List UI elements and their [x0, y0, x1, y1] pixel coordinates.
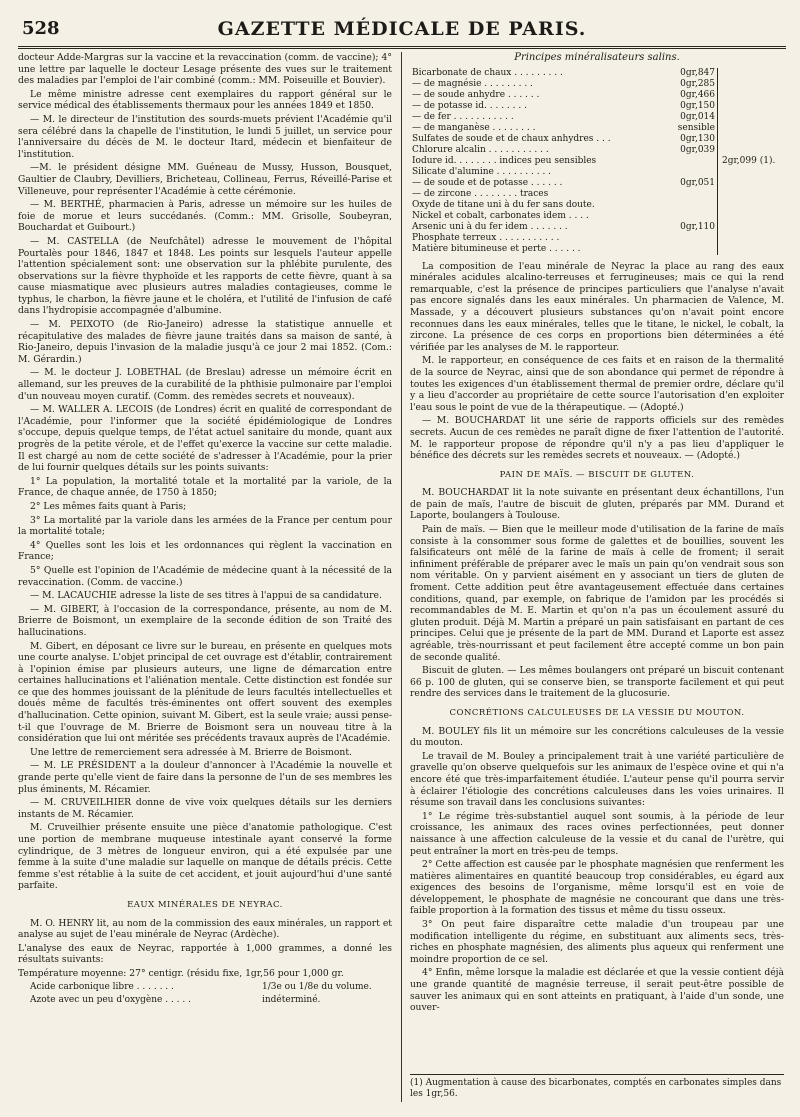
page-number: 528 — [22, 18, 60, 39]
row-value: 0gr,285 — [680, 78, 715, 89]
row-value: 0gr,014 — [680, 111, 715, 122]
paragraph: 4° Quelles sont les lois et les ordonnances qui règlent la vaccination en France; — [18, 539, 392, 563]
paragraph: M. O. HENRY lit, au nom de la commission des eaux minérales, un rapport et analyse au sujet de l'eau minérale de Neyrac (Ardèche). — [18, 917, 392, 941]
page-title: GAZETTE MÉDICALE DE PARIS. — [217, 18, 587, 40]
paragraph: Le travail de M. Bouley a principalement trait à une variété particulière de gravelle qu'on observe quelquefois sur les animaux de l'espèce ovine et qui n'a encore été que très-imparfaitement étudiée. L'auteur pense qu'il pourra servir à éclairer l'étiologie des concrétions calculeuses dans les voies urinaires. Il résume son travail dans les conclusions suivantes: — [410, 750, 784, 809]
row-label: — de manganèse . . . . . . . . — [412, 122, 536, 133]
paragraph: M. BOUCHARDAT lit la note suivante en présentant deux échantillons, l'un de pain de maïs, l'autre de biscuit de gluten, préparés par MM. Durand et Laporte, boulangers à Toulouse. — [410, 487, 784, 522]
row-label: Iodure id. . . . . . . . indices peu sensibles — [412, 155, 597, 166]
paragraph: — M. BERTHÉ, pharmacien à Paris, adresse un mémoire sur les huiles de foie de morue et leurs succédanés. (Comm.: MM. Grisolle, Soubeyran, Bouchardat et Guibourt.) — [18, 199, 392, 234]
row-value: 0gr,039 — [680, 144, 715, 155]
paragraph: M. Gibert, en déposant ce livre sur le bureau, en présente en quelques mots une courte analyse. L'objet principal de cet ouvrage est d'établir, contrairement à l'opinion émise par plusieurs auteurs, une ligne de démarcation entre certaines hallucinations et l'aliénation mentale. Cette distinction est fondée sur ce que des hommes jouissant de la plénitude de leurs facultés intellectuelles et doués même de facultés très-éminentes ont offert souvent des exemples d'hallucination. Cette opinion, suivant M. Gibert, est la seule vraie; aussi pense-t-il que l'ouvrage de M. Brierre de Boismont sera un nouveau titre à la considération que lui ont méritée ses précédents travaux auprès de l'Académie. — [18, 640, 392, 745]
row-value — [661, 156, 718, 167]
row-label: Chlorure alcalin . . . . . . . . . . . — [412, 144, 549, 155]
paragraph: 2° Cette affection est causée par le phosphate magnésien que renferment les matières alimentaires en quantité beaucoup trop considérables, eu égard aux exigences des besoins de l'organisme, même lorsqu'il est en voie de développement, le phosphate de magnésie ne concourant que dans une très-faible proportion à la formation des tissus et même du tissu osseux. — [410, 859, 784, 917]
row-label: — de fer . . . . . . . . . . . — [412, 111, 514, 122]
paragraph: — M. le docteur J. LOBETHAL (de Breslau) adresse un mémoire écrit en allemand, sur les preuves de la curabilité de la phthisie pulmonaire par l'emploi d'un nouveau moyen curatif. (Comm. des remèdes secrets et nouveaux). — [18, 367, 392, 402]
gas-label: Azote avec un peu d'oxygène . . . . . — [30, 994, 191, 1005]
table-row — [410, 68, 784, 79]
paragraph: 4° Enfin, même lorsque la maladie est déclarée et que la vessie contient déjà une grande quantité de magnésie terreuse, il serait peut-être possible de sauver les animaux qui en sont atteints en pratiquant, à l'aide d'un sonde, une ouver- — [410, 967, 784, 1014]
row-value: sensible — [677, 122, 715, 133]
row-value — [661, 233, 718, 244]
paragraph: M. le rapporteur, en conséquence de ces faits et en raison de la thermalité de la source de Neyrac, ainsi que de son abondance qui permet de répondre à toutes les exigences d'un établissement thermal de premier ordre, déclare qu'il y a lieu d'accorder au propriétaire de cette source l'autorisation d'en exploiter l'eau sous le point de vue de la thérapeutique. — (Adopté.) — [410, 355, 784, 413]
row-label: Arsenic uni à du fer idem . . . . . . . — [412, 221, 568, 232]
section-heading: EAUX MINÉRALES DE NEYRAC. — [127, 899, 283, 910]
paragraph: —M. le président désigne MM. Guéneau de Mussy, Husson, Bousquet, Gaultier de Claubry, Devilliers, Bricheteau, Collineau, Ferrus, Réveillé-Parise et Villeneuve, pour représenter l'Académie à cette cérémonie. — [18, 162, 392, 197]
gas-row — [30, 982, 392, 993]
row-label: — de magnésie . . . . . . . . . — [412, 78, 533, 89]
row-value — [661, 189, 718, 200]
row-label: Silicate d'alumine . . . . . . . . . . — [412, 166, 552, 177]
paragraph: La composition de l'eau minérale de Neyrac la place au rang des eaux minérales acidules alcalino-terreuses et ferrugineuses; mais ce qui la rend remarquable, c'est la présence de principes particuliers que l'analyse n'avait pas encore signalés dans les eaux minérales. Un pharmacien de Valence, M. Massade, y a découvert plusieurs substances qu'on n'avait point encore reconnues dans les eaux minérales, telles que le titane, le nickel, le cobalt, la zircone. La présence de ces corps en proportions bien déterminées a été vérifiée par les analyses de M. le rapporteur. — [410, 260, 784, 353]
row-value: 0gr,150 — [680, 100, 715, 111]
page-header — [18, 16, 786, 49]
row-value: 0gr,130 — [680, 133, 715, 144]
gas-row — [30, 995, 392, 1006]
right-column — [410, 52, 784, 1016]
paragraph: 3° On peut faire disparaître cette maladie d'un troupeau par une modification intelligente du régime, en substituant aux aliments secs, très-riches en phosphate magnésien, des aliments plus aqueux qui renferment une moindre proportion de ce sel. — [410, 919, 784, 965]
paragraph: — M. PEIXOTO (de Rio-Janeiro) adresse la statistique annuelle et récapitulative des malades de fièvre jaune traités dans sa maison de santé, à Rio-Janeiro, depuis l'invasion de la maladie jusqu'à ce jour 2 mai 1852. (Com.: M. Gérardin.) — [18, 319, 392, 365]
row-value — [661, 244, 718, 255]
section-heading: CONCRÉTIONS CALCULEUSES DE LA VESSIE DU MOUTON. — [449, 707, 745, 718]
gas-label: Acide carbonique libre . . . . . . . — [30, 981, 174, 992]
gas-value: indéterminé. — [262, 994, 321, 1005]
row-value: 0gr,110 — [680, 221, 715, 232]
row-value — [661, 200, 718, 211]
table-total: 2gr,099 (1). — [718, 68, 785, 255]
paragraph: docteur Adde-Margras sur la vaccine et la revaccination (comm. de vaccine); 4° une lettre par laquelle le docteur Lesage présente des vues sur le traitement des maladies par l'emploi de l'air combiné (comm.: MM. Poiseuille et Bouvier). — [18, 52, 392, 87]
paragraph: — M. CASTELLA (de Neufchâtel) adresse le mouvement de l'hôpital Pourtalès pour 1846, 1847 et 1848. Les points sur lesquels l'auteur appelle l'attention spécialement sont: une observation sur la phlébite purulente, des observations sur la fièvre thyphoïde et les rapports de cette fièvre, quant à sa cause miasmatique avec plusieurs autres maladies contagieuses, comme le typhus, le charbon, la fièvre jaune et le choléra, et l'utilité de l'infusion de café dans l'hydropisie accompagnée d'albumine. — [18, 235, 392, 317]
row-label: Sulfates de soude et de chaux anhydres . . . — [412, 133, 611, 144]
paragraph: Le même ministre adresse cent exemplaires du rapport général sur le service médical des établissements thermaux pour les années 1849 et 1850. — [18, 88, 392, 112]
row-label: Bicarbonate de chaux . . . . . . . . . — [412, 67, 563, 78]
paragraph: — M. le directeur de l'institution des sourds-muets prévient l'Académie qu'il sera célébré dans la chapelle de l'institution, le lundi 5 juillet, un service pour l'anniversaire du décès de M. le docteur Itard, médecin et bienfaiteur de l'institution. — [18, 113, 392, 160]
paragraph: 3° La mortalité par la variole dans les armées de la France per centum pour la mortalité totale; — [18, 514, 392, 538]
row-label: — de soude anhydre . . . . . . — [412, 89, 540, 100]
row-label: Oxyde de titane uni à du fer sans doute. — [412, 199, 595, 210]
paragraph: — M. LE PRÉSIDENT a la douleur d'annoncer à l'Académie la nouvelle et grande perte qu'elle vient de faire dans la personne de l'un de ses membres les plus éminents, M. Récamier. — [18, 760, 392, 795]
footnote: (1) Augmentation à cause des bicarbonates, comptés en carbonates simples dans les 1gr,56. — [410, 1074, 784, 1100]
paragraph: Une lettre de remerciement sera adressée à M. Brierre de Boismont. — [30, 746, 352, 758]
row-value: 0gr,051 — [680, 177, 715, 188]
gas-value: 1/3e ou 1/8e du volume. — [262, 981, 372, 992]
left-column — [18, 52, 392, 1008]
paragraph: L'analyse des eaux de Neyrac, rapportée à 1,000 grammes, a donné les résultats suivants: — [18, 942, 392, 966]
row-label: — de soude et de potasse . . . . . . — [412, 177, 563, 188]
table-title: Principes minéralisateurs salins. — [514, 52, 680, 63]
row-value — [661, 211, 718, 222]
paragraph: 1° La population, la mortalité totale et la mortalité par la variole, de la France, de chaque année, de 1750 à 1850; — [18, 475, 392, 499]
paragraph: — M. BOUCHARDAT lit une série de rapports officiels sur des remèdes secrets. Aucun de ces remèdes ne paraît digne de fixer l'attention de l'autorité. M. le rapporteur propose de répondre qu'il n'y a pas lieu d'appliquer le bénéfice des décrets sur les remèdes secrets et nouveaux. — (Adopté.) — [410, 415, 784, 462]
paragraph: M. BOULEY fils lit un mémoire sur les concrétions calculeuses de la vessie du mouton. — [410, 725, 784, 749]
row-label: — de zircone . . . . . . . . traces — [412, 188, 549, 199]
row-label: Nickel et cobalt, carbonates idem . . . . — [412, 210, 589, 221]
paragraph: — M. WALLER A. LECOIS (de Londres) écrit en qualité de correspondant de l'Académie, pour l'informer que la société épidémiologique de Londres s'occupe, depuis quelque temps, de l'état actuel sanitaire du monde, quant aux progrès de la petite vérole, et de l'effet qu'exerce la vaccine sur cette maladie. Il est chargé au nom de cette société de s'adresser à l'Académie, pour la prier de lui fournir quelques détails sur les points suivants: — [18, 404, 392, 474]
paragraph: — M. GIBERT, à l'occasion de la correspondance, présente, au nom de M. Brierre de Boismont, un exemplaire de la seconde édition de son Traité des hallucinations. — [18, 603, 392, 638]
row-label: Phosphate terreux . . . . . . . . . . . — [412, 232, 560, 243]
paragraph: — M. CRUVEILHIER donne de vive voix quelques détails sur les derniers instants de M. Récamier. — [18, 797, 392, 820]
row-value: 0gr,847 — [680, 67, 715, 78]
row-value — [661, 167, 718, 178]
row-label: Matière bitumineuse et perte . . . . . . — [412, 243, 581, 254]
paragraph: Biscuit de gluten. — Les mêmes boulangers ont préparé un biscuit contenant 66 p. 100 de gluten, qui se conserve bien, se transporte facilement et qui peut rendre des services dans le traitement de la glucosurie. — [410, 665, 784, 700]
paragraph: Température moyenne: 27° centigr. (résidu fixe, 1gr,56 pour 1,000 gr. — [18, 967, 344, 979]
row-label: — de potasse id. . . . . . . . — [412, 100, 527, 111]
mineral-table — [410, 68, 784, 255]
paragraph: 1° Le régime très-substantiel auquel sont soumis, à la période de leur croissance, les animaux des races ovines perfectionnées, peut donner naissance à une affection calculeuse de la vessie et du canal de l'urètre, qui peut entraîner la mort en très-peu de temps. — [410, 810, 784, 857]
paragraph: 2° Les mêmes faits quant à Paris; — [30, 500, 187, 512]
paragraph: M. Cruveilhier présente ensuite une pièce d'anatomie pathologique. C'est une portion de membrane muqueuse intestinale ayant conservé la forme cylindrique, de 3 mètres de longueur environ, qui a été expulsée par une femme à la suite d'une maladie sur laquelle on manque de détails précis. Cette femme s'est rétablie à la suite de cet accident, et jouit aujourd'hui d'une santé parfaite. — [18, 822, 392, 892]
paragraph: Pain de maïs. — Bien que le meilleur mode d'utilisation de la farine de maïs consiste à la consommer sous forme de galettes et de bouillies, souvent les falsificateurs ont mêlé de la farine de maïs à celle de froment; il serait infiniment préférable de préparer avec le maïs un pain qu'on vendrait sous son nom véritable. On y parvient aisément en y associant un tiers de gluten de froment. Cette addition peut être avantageusement effectuée dans certaines conditions, quand, par exemple, on fabrique de l'amidon par les procédés si recommandables de M. E. Martin et qu'on n'a pas un écoulement assuré du gluten produit. Déjà M. Martin a préparé un pain satisfaisant en partant de ces principes. Celui que je présente de la part de MM. Durand et Laporte est assez agréable, très-nourrissant et peut facilement être accepté comme un bon pain de seconde qualité. — [410, 524, 784, 663]
section-heading: PAIN DE MAÏS. — BISCUIT DE GLUTEN. — [499, 469, 695, 480]
paragraph: 5° Quelle est l'opinion de l'Académie de médecine quant à la nécessité de la revaccination. (Comm. de vaccine.) — [18, 564, 392, 588]
paragraph: — M. LACAUCHIE adresse la liste de ses titres à l'appui de sa candidature. — [30, 590, 382, 602]
row-value: 0gr,466 — [680, 89, 715, 100]
column-divider — [401, 52, 402, 1102]
